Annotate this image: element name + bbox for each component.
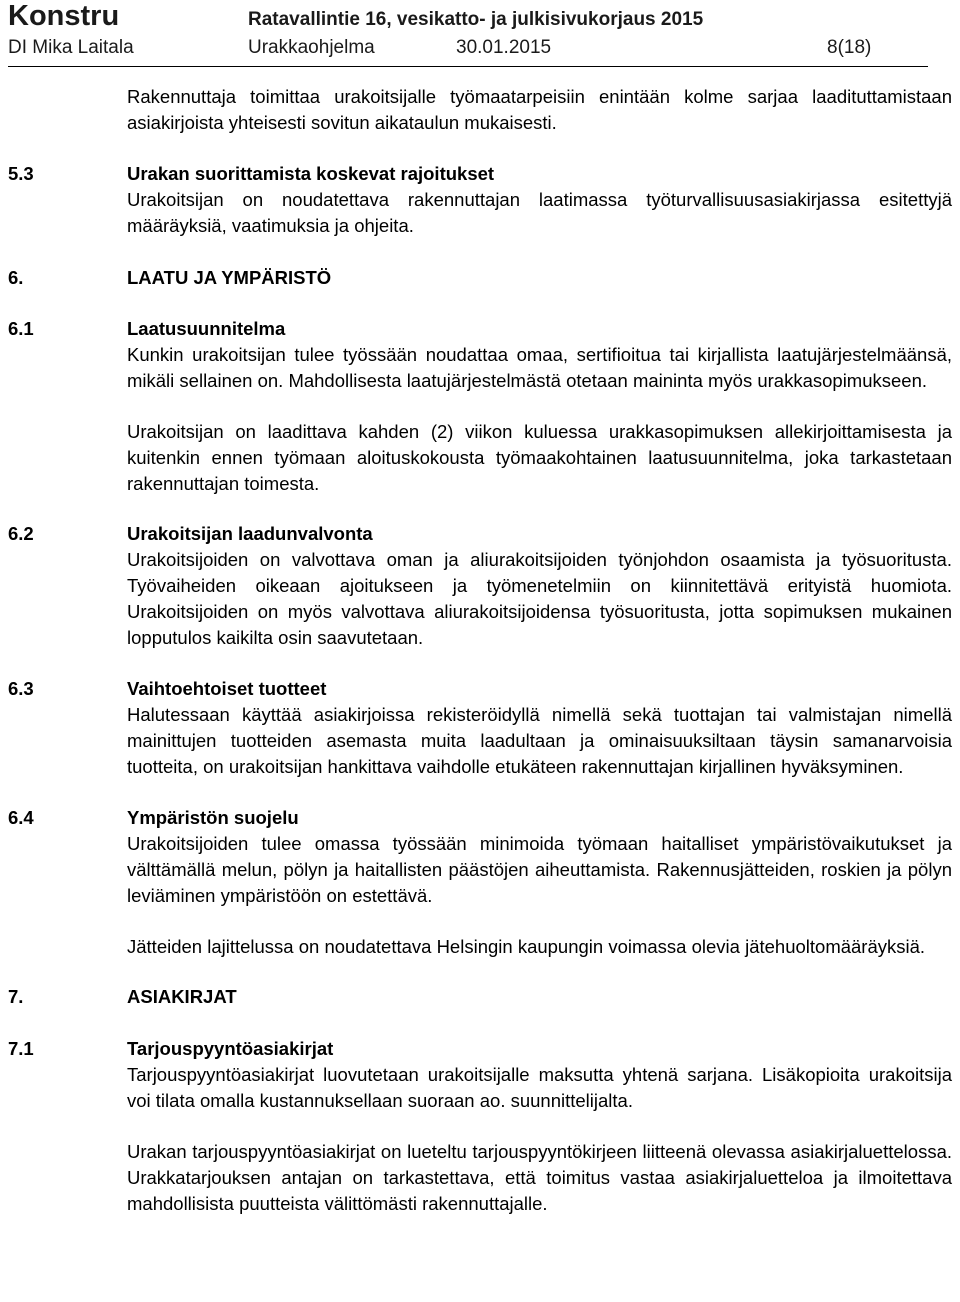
section-heading — [8, 676, 952, 702]
section-heading — [8, 316, 952, 342]
section-6-4 — [8, 805, 952, 960]
section-title: Urakan suorittamista koskevat rajoitukset — [127, 163, 495, 184]
header-divider — [8, 66, 928, 67]
document-body — [8, 84, 952, 1217]
section-number: 6.4 — [8, 807, 34, 828]
chapter-title: ASIAKIRJAT — [127, 986, 237, 1007]
section-title: Tarjouspyyntöasiakirjat — [127, 1038, 334, 1059]
chapter-title: LAATU JA YMPÄRISTÖ — [127, 267, 332, 288]
section-number: 5.3 — [8, 163, 34, 184]
chapter-6-heading — [8, 265, 952, 291]
header-page-number: 8(18) — [827, 37, 872, 58]
section-6-2 — [8, 521, 952, 651]
header-author: DI Mika Laitala — [8, 37, 134, 58]
section-7-1 — [8, 1036, 952, 1217]
section-5-3 — [8, 161, 952, 239]
section-number: 7.1 — [8, 1038, 34, 1059]
section-heading — [8, 1036, 952, 1062]
section-title: Laatusuunnitelma — [127, 318, 286, 339]
section-paragraph: Jätteiden lajittelussa on noudatettava Helsingin kaupungin voimassa olevia jätehuoltomääräyksiä. — [127, 936, 926, 957]
intro-paragraph: Rakennuttaja toimittaa urakoitsijalle työmaatarpeisiin enintään kolme sarjaa laadituttamistaan asiakirjoista yhteisesti sovitun aikataulun mukaisesti. — [127, 86, 952, 133]
section-paragraph: Urakoitsijan on laadittava kahden (2) viikon kuluessa urakkasopimuksen allekirjoittamisesta ja kuitenkin ennen työmaan aloituskokousta työmaakohtainen laatusuunnitelma, joka tarkastetaan rakennuttajan toimesta. — [127, 421, 952, 494]
chapter-number: 6. — [8, 267, 24, 288]
project-title: Ratavallintie 16, vesikatto- ja julkisivukorjaus 2015 — [248, 9, 704, 30]
section-heading — [8, 805, 952, 831]
section-number: 6.2 — [8, 523, 34, 544]
chapter-7-heading — [8, 984, 952, 1010]
section-paragraph: Urakoitsijoiden tulee omassa työssään minimoida työmaan haitalliset ympäristövaikutukset ja välttämällä melun, pölyn ja haitallisten päästöjen aiheuttamista. Rakennusjätteiden, roskien ja pölyn leviäminen ympäristöön on estettävä. — [127, 833, 952, 906]
section-number: 6.3 — [8, 678, 34, 699]
section-title: Ympäristön suojelu — [127, 807, 299, 828]
header-date: 30.01.2015 — [456, 37, 552, 58]
section-paragraph: Urakan tarjouspyyntöasiakirjat on lueteltu tarjouspyyntökirjeen liitteenä olevassa asiakirjaluettelossa. Urakkatarjouksen antajan on tarkastettava, että toimitus vastaa asiakirjaluetteloa ja ilmoitettava mahdollisista puutteista välittömästi rakennuttajalle. — [127, 1141, 952, 1214]
section-paragraph: Halutessaan käyttää asiakirjoissa rekisteröidyllä nimellä sekä tuottajan tai valmistajan nimellä mainittujen tuotteiden asemasta muita laadultaan ja ominaisuuksiltaan täysin samanarvoisia tuotteita, on urakoitsijan hankittava vaihdolle etukäteen rakennuttajan kirjallinen hyväksyminen. — [127, 704, 952, 777]
section-title: Urakoitsijan laadunvalvonta — [127, 523, 373, 544]
section-6-1 — [8, 316, 952, 497]
header-meta-row — [8, 37, 928, 61]
section-paragraph: Kunkin urakoitsijan tulee työssään noudattaa omaa, sertifioitua tai kirjallista laatujärjestelmäänsä, mikäli sellainen on. Mahdollisesta laatujärjestelmästä otetaan maininta myös urakkasopimukseen. — [127, 344, 952, 391]
company-name: Konstru — [8, 0, 120, 32]
section-6-3 — [8, 676, 952, 780]
chapter-number: 7. — [8, 986, 24, 1007]
section-heading — [8, 521, 952, 547]
section-paragraph: Urakoitsijoiden on valvottava oman ja aliurakoitsijoiden työnjohdon osaamista ja työsuoritusta. Työvaiheiden oikeaan ajoitukseen ja työmenetelmiin on kiinnitettävä erityistä huomiota. Urakoitsijoiden on myös valvottava aliurakoitsijoidensa työsuoritusta, jotta sopimuksen mukainen lopputulos kaikilta osin saavutetaan. — [127, 549, 952, 648]
header-document-name: Urakkaohjelma — [248, 37, 375, 58]
section-number: 6.1 — [8, 318, 34, 339]
section-title: Vaihtoehtoiset tuotteet — [127, 678, 327, 699]
section-paragraph: Urakoitsijan on noudatettava rakennuttajan laatimassa työturvallisuusasiakirjassa esitettyjä määräyksiä, vaatimuksia ja ohjeita. — [127, 189, 952, 236]
section-paragraph: Tarjouspyyntöasiakirjat luovutetaan urakoitsijalle maksutta yhtenä sarjana. Lisäkopioita urakoitsija voi tilata omalla kustannuksellaan suoraan ao. suunnittelijalta. — [127, 1064, 952, 1111]
section-heading — [8, 161, 952, 187]
